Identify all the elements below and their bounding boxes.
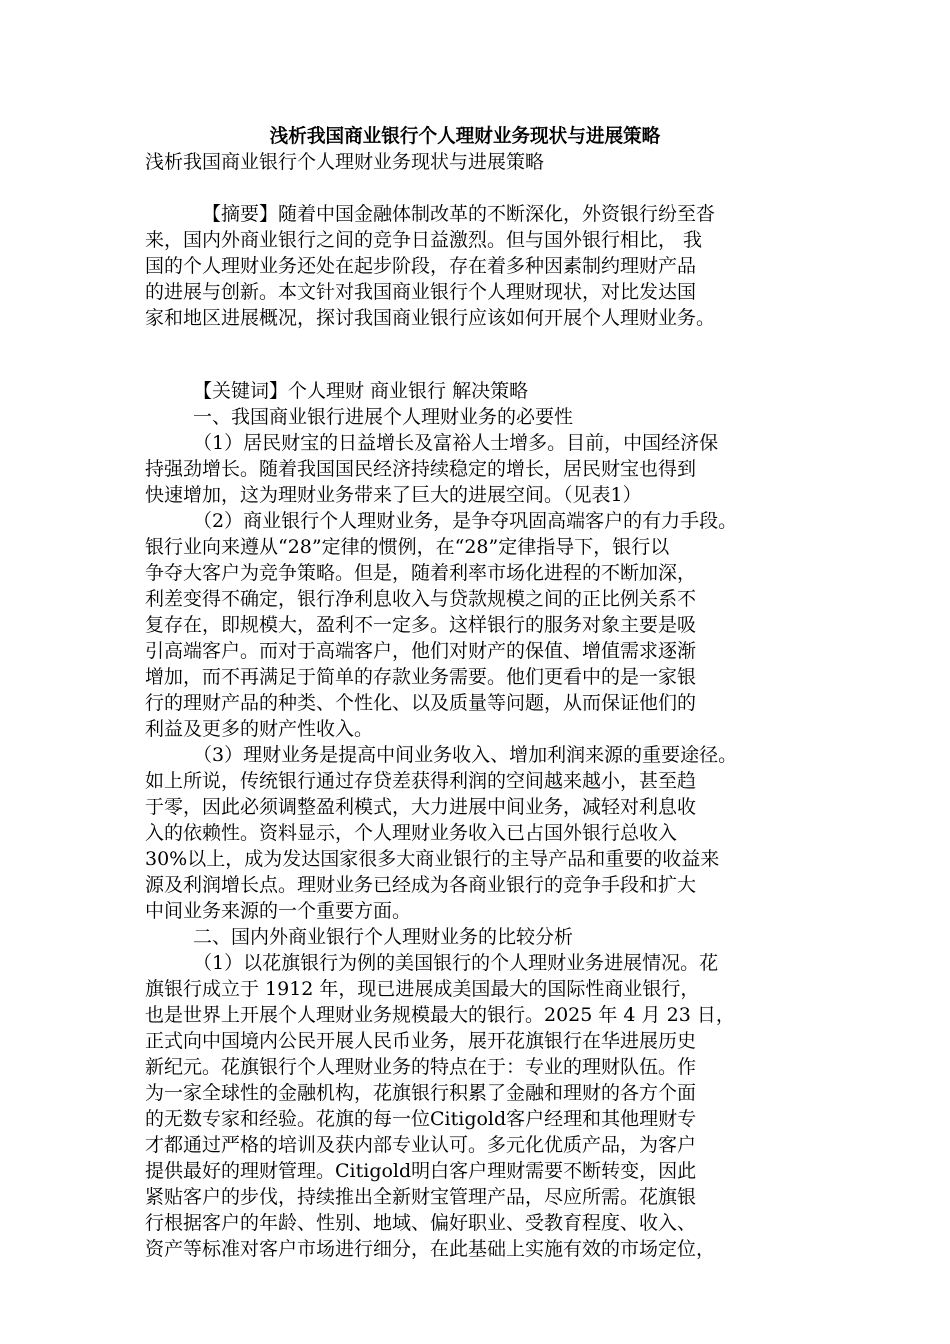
body-line: （2）商业银行个人理财业务，是争夺巩固高端客户的有力手段。 — [193, 510, 738, 532]
section-heading: 二、国内外商业银行个人理财业务的比较分析 — [193, 926, 574, 948]
body-line: 新纪元。花旗银行个人理财业务的特点在于：专业的理财队伍。作 — [145, 1056, 697, 1078]
body-line: 源及利润增长点。理财业务已经成为各商业银行的竞争手段和扩大 — [145, 874, 697, 896]
abstract-line: 来，国内外商业银行之间的竞争日益激烈。但与国外银行相比， 我 — [145, 229, 703, 251]
body-line: 紧贴客户的步伐，持续推出全新财宝管理产品，尽应所需。花旗银 — [145, 1186, 697, 1208]
body-line: 提供最好的理财管理。Citigold明白客户理财需要不断转变，因此 — [145, 1160, 697, 1182]
body-line: 持强劲增长。随着我国国民经济持续稳定的增长，居民财宝也得到 — [145, 458, 697, 480]
body-line: 争夺大客户为竞争策略。但是，随着利率市场化进程的不断加深， — [145, 562, 697, 584]
body-line: 利差变得不确定，银行净利息收入与贷款规模之间的正比例关系不 — [145, 588, 697, 610]
body-line: 的无数专家和经验。花旗的每一位Citigold客户经理和其他理财专 — [145, 1108, 697, 1130]
body-line: 为一家全球性的金融机构，花旗银行积累了金融和理财的各方个面 — [145, 1082, 697, 1104]
abstract-line: 的进展与创新。本文针对我国商业银行个人理财现状，对比发达国 — [145, 281, 697, 303]
body-line: （3）理财业务是提高中间业务收入、增加利润来源的重要途径。 — [193, 744, 738, 766]
body-line: 也是世界上开展个人理财业务规模最大的银行。2025 年 4 月 23 日， — [145, 1004, 735, 1026]
body-line: （1）以花旗银行为例的美国银行的个人理财业务进展情况。花 — [193, 952, 719, 974]
body-line: 增加，而不再满足于简单的存款业务需要。他们更看中的是一家银 — [145, 666, 697, 688]
abstract-line: 国的个人理财业务还处在起步阶段，存在着多种因素制约理财产品 — [145, 255, 697, 277]
body-line: 正式向中国境内公民开展人民币业务，展开花旗银行在华进展历史 — [145, 1030, 697, 1052]
body-line: 快速增加，这为理财业务带来了巨大的进展空间。（见表1） — [145, 484, 642, 506]
body-line: 资产等标准对客户市场进行细分，在此基础上实施有效的市场定位， — [145, 1238, 716, 1260]
subtitle-line: 浅析我国商业银行个人理财业务现状与进展策略 — [145, 151, 545, 173]
body-line: 行根据客户的年龄、性别、地域、偏好职业、受教育程度、收入、 — [145, 1212, 697, 1234]
section-heading: 一、我国商业银行进展个人理财业务的必要性 — [193, 406, 574, 428]
body-line: 中间业务来源的一个重要方面。 — [145, 900, 412, 922]
abstract-line: 家和地区进展概况，探讨我国商业银行应该如何开展个人理财业务。 — [145, 307, 716, 329]
body-line: （1）居民财宝的日益增长及富裕人士增多。目前，中国经济保 — [193, 432, 719, 454]
body-line: 于零，因此必须调整盈利模式，大力进展中间业务，减轻对利息收 — [145, 796, 697, 818]
abstract-line: 【摘要】随着中国金融体制改革的不断深化，外资银行纷至沓 — [202, 203, 716, 225]
body-line: 入的依赖性。资料显示，个人理财业务收入已占国外银行总收入 — [145, 822, 678, 844]
document-title: 浅析我国商业银行个人理财业务现状与进展策略 — [269, 125, 661, 147]
body-line: 引高端客户。而对于高端客户，他们对财产的保值、增值需求逐渐 — [145, 640, 697, 662]
keywords-line: 【关键词】个人理财 商业银行 解决策略 — [193, 380, 529, 402]
body-line: 行的理财产品的种类、个性化、以及质量等问题，从而保证他们的 — [145, 692, 697, 714]
body-line: 旗银行成立于 1912 年，现已进展成美国最大的国际性商业银行， — [145, 978, 700, 1000]
body-line: 30%以上，成为发达国家很多大商业银行的主导产品和重要的收益来 — [145, 848, 720, 870]
body-line: 银行业向来遵从“28”定律的惯例，在“28”定律指导下，银行以 — [145, 536, 670, 558]
body-line: 才都通过严格的培训及获内部专业认可。多元化优质产品，为客户 — [145, 1134, 697, 1156]
body-line: 利益及更多的财产性收入。 — [145, 718, 374, 740]
body-line: 如上所说，传统银行通过存贷差获得利润的空间越来越小，甚至趋 — [145, 770, 697, 792]
body-line: 复存在，即规模大，盈利不一定多。这样银行的服务对象主要是吸 — [145, 614, 697, 636]
